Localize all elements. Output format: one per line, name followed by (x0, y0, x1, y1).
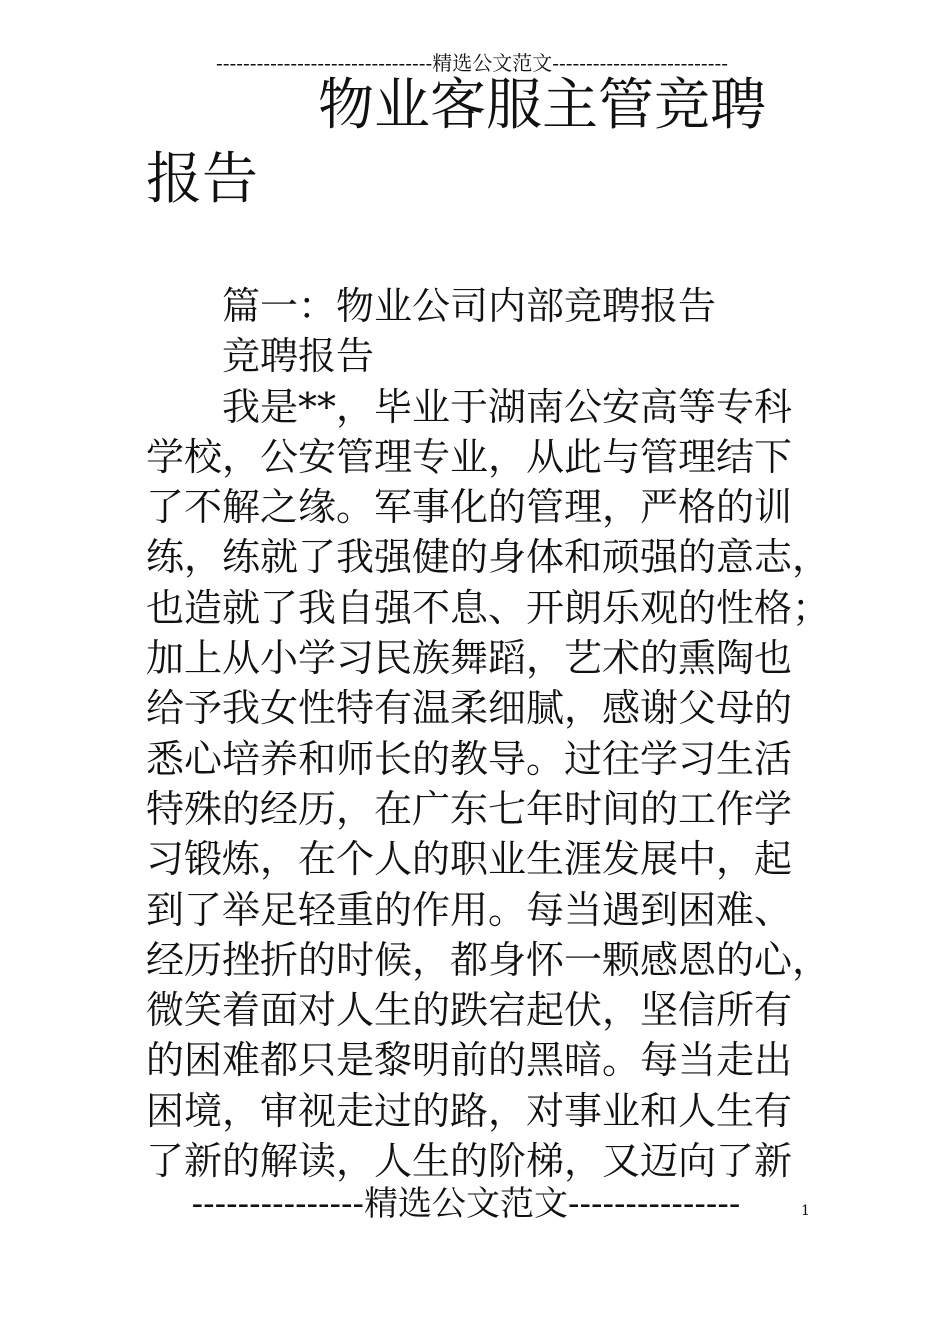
paragraph-line: 了新的解读，人生的阶梯，又迈向了新 (146, 1139, 793, 1184)
body-text (146, 281, 831, 1186)
paragraph-line: 练，练就了我强健的身体和顽强的意志， (146, 535, 831, 580)
paragraph-line: 到了举足轻重的作用。每当遇到困难、 (146, 887, 793, 932)
paragraph-line: 微笑着面对人生的跌宕起伏，坚信所有 (146, 988, 793, 1033)
paragraph-line: 给予我女性特有温柔细腻，感谢父母的 (146, 686, 793, 731)
page-footer: ---------------精选公文范文--------------- (191, 1184, 741, 1224)
document-title-line-1: 物业客服主管竞聘 (318, 73, 766, 138)
page-number: 1 (801, 1203, 810, 1219)
paragraph-line: 特殊的经历，在广东七年时间的工作学 (146, 786, 793, 831)
paragraph-line: 加上从小学习民族舞蹈，艺术的熏陶也 (146, 636, 793, 681)
paragraph-line: 困境，审视走过的路，对事业和人生有 (146, 1088, 793, 1133)
document-title-line-2: 报告 (146, 147, 258, 212)
paragraph-line: 了不解之缘。军事化的管理，严格的训 (146, 485, 793, 530)
paragraph-line: 我是**，毕业于湖南公安高等专科 (222, 384, 793, 429)
section-heading: 篇一：物业公司内部竞聘报告 (222, 284, 717, 328)
paragraph-line: 也造就了我自强不息、开朗乐观的性格； (146, 585, 831, 630)
paragraph-line: 学校，公安管理专业，从此与管理结下 (146, 434, 793, 479)
paragraph-line: 悉心培养和师长的教导。过往学习生活 (146, 736, 793, 781)
page-header: --------------------------------精选公文范文-------------------------- (216, 51, 728, 75)
paragraph-line: 的困难都只是黎明前的黑暗。每当走出 (146, 1038, 793, 1083)
paragraph-line: 习锻炼，在个人的职业生涯发展中，起 (146, 837, 793, 882)
subheading: 竞聘报告 (222, 334, 375, 379)
paragraph-line: 经历挫折的时候，都身怀一颗感恩的心， (146, 937, 831, 982)
